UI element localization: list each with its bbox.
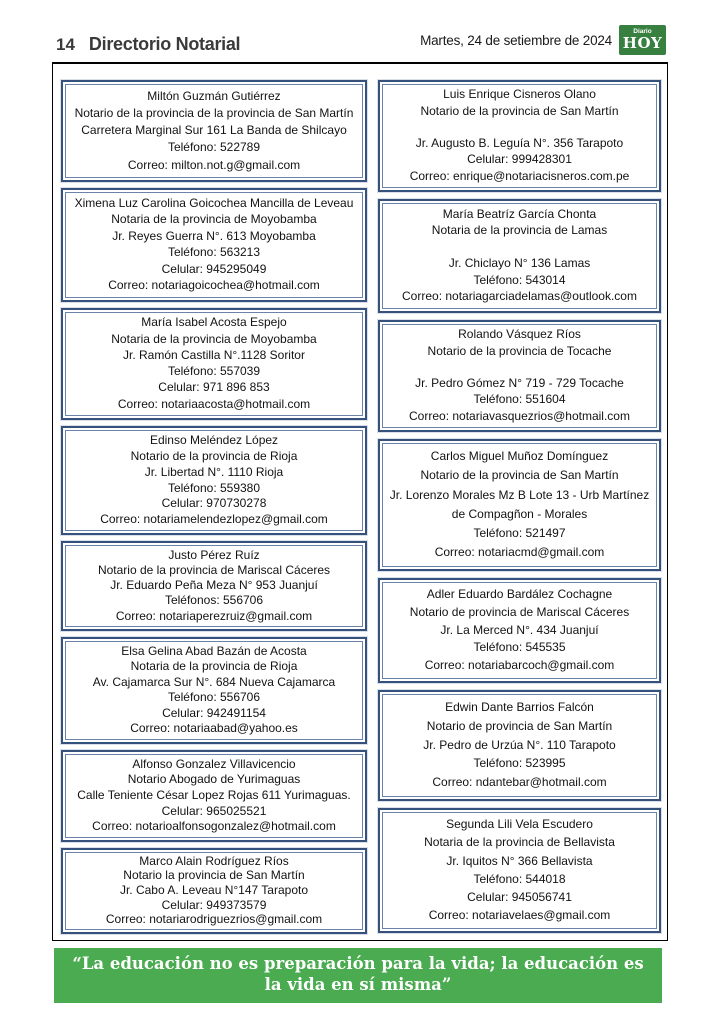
footer-quote-banner bbox=[54, 948, 662, 1003]
card-line: Calle Teniente César Lopez Rojas 611 Yurimaguas. bbox=[77, 788, 351, 803]
card-line: Correo: notariagarciadelamas@outlook.com bbox=[402, 289, 637, 304]
left-column bbox=[61, 80, 367, 940]
card-line: Celular: 942491154 bbox=[162, 705, 266, 720]
card-line: Alfonso Gonzalez Villavicencio bbox=[132, 756, 296, 771]
card-line: Teléfono: 521497 bbox=[473, 525, 566, 540]
card-line: Edinso Meléndez López bbox=[149, 433, 279, 448]
card-line: Notario de la provincia de San Martín bbox=[420, 103, 619, 118]
card-line: Celular: 999428301 bbox=[467, 152, 572, 167]
notary-card bbox=[61, 426, 367, 535]
card-line: Carlos Miguel Muñoz Domínguez bbox=[430, 449, 609, 464]
notary-card bbox=[378, 439, 661, 571]
card-line: Ximena Luz Carolina Goicochea Mancilla de Leveau bbox=[74, 195, 354, 210]
notary-card bbox=[61, 80, 367, 182]
card-line: Teléfono: 557039 bbox=[167, 364, 261, 379]
card-line: Correo: notariarodriguezrios@gmail.com bbox=[105, 912, 323, 927]
card-line: Correo: notariavelaes@gmail.com bbox=[428, 907, 611, 922]
card-blank-line bbox=[386, 121, 653, 135]
card-line: Teléfono: 544018 bbox=[473, 871, 566, 886]
card-line: Teléfono: 559380 bbox=[167, 480, 261, 495]
card-line: Notario de la provincia de Mariscal Cáceres bbox=[97, 562, 331, 577]
card-line: Celular: 945295049 bbox=[161, 261, 267, 276]
card-line: Segunda Lili Vela Escudero bbox=[446, 817, 593, 832]
card-line: Jr. La Merced N°. 434 Juanjuí bbox=[440, 622, 599, 637]
notary-card bbox=[61, 188, 367, 302]
page-title: Directorio Notarial bbox=[88, 34, 241, 54]
date-text: Martes, 24 de setiembre de 2024 bbox=[420, 32, 612, 48]
card-line: Rolando Vásquez Ríos bbox=[458, 327, 581, 342]
right-column bbox=[378, 80, 661, 940]
card-line: Correo: milton.not.g@gmail.com bbox=[127, 157, 301, 172]
card-line: Teléfonos: 556706 bbox=[164, 593, 264, 608]
card-line: Carretera Marginal Sur 161 La Banda de Shilcayo bbox=[81, 123, 347, 138]
card-line: Correo: notariamelendezlopez@gmail.com bbox=[100, 512, 328, 527]
card-line: Correo: notariavasquezrios@hotmail.com bbox=[409, 408, 630, 423]
card-line: Jr. Cabo A. Leveau N°147 Tarapoto bbox=[119, 883, 309, 898]
card-line: Luis Enrique Cisneros Olano bbox=[443, 87, 596, 102]
card-line: Adler Eduardo Bardález Cochagne bbox=[426, 587, 613, 601]
card-line: Jr. Libertad N°. 1110 Rioja bbox=[144, 464, 284, 479]
card-line: Jr. Eduardo Peña Meza N° 953 Juanjuí bbox=[110, 578, 318, 593]
card-line: Teléfono: 563213 bbox=[167, 245, 261, 260]
card-line: María Beatríz García Chonta bbox=[442, 206, 597, 221]
card-line: Notario de provincia de Mariscal Cáceres bbox=[409, 604, 630, 619]
card-line: Celular: 965025521 bbox=[161, 803, 267, 818]
notary-card bbox=[378, 199, 661, 313]
card-line: Jr. Pedro de Urzúa N°. 110 Tarapoto bbox=[423, 737, 616, 752]
card-blank-line bbox=[386, 241, 653, 255]
notary-card bbox=[61, 541, 367, 631]
header-date-group bbox=[420, 25, 666, 55]
card-line: Notaria de la provincia de Bellavista bbox=[424, 835, 615, 850]
card-line: Marco Alain Rodríguez Ríos bbox=[139, 853, 289, 868]
card-line: Correo: notariagoicochea@hotmail.com bbox=[108, 278, 320, 293]
card-line: Teléfono: 556706 bbox=[167, 690, 261, 705]
card-line: Edwin Dante Barrios Falcón bbox=[445, 700, 594, 714]
card-line: María Isabel Acosta Espejo bbox=[141, 315, 287, 330]
card-line: Notario Abogado de Yurimaguas bbox=[127, 772, 301, 787]
card-line: Correo: notariacmd@gmail.com bbox=[434, 544, 605, 559]
card-line: Celular: 945056741 bbox=[467, 889, 572, 904]
card-line: Teléfono: 523995 bbox=[473, 756, 566, 771]
card-line: Correo: notariaabad@yahoo.es bbox=[130, 721, 298, 736]
card-line: Correo: notariaperezruiz@gmail.com bbox=[115, 608, 313, 623]
notary-card bbox=[378, 80, 661, 192]
card-line: Jr. Augusto B. Leguía N°. 356 Tarapoto bbox=[415, 136, 624, 151]
card-line: Notario de la provincia de la provincia de San Martín bbox=[74, 105, 354, 120]
card-line: Notaria de la provincia de Rioja bbox=[130, 659, 298, 674]
page-number: 14 bbox=[56, 35, 75, 54]
card-blank-line bbox=[386, 361, 653, 375]
card-line: Notaria de la provincia de Moyobamba bbox=[111, 331, 317, 346]
card-line: Notario de la provincia de San Martín bbox=[420, 468, 619, 483]
notary-card bbox=[378, 808, 661, 933]
card-line: Justo Pérez Ruíz bbox=[168, 547, 260, 562]
card-line: Celular: 970730278 bbox=[161, 496, 267, 511]
page-header bbox=[52, 0, 668, 62]
card-line: Jr. Lorenzo Morales Mz B Lote 13 - Urb Martínez bbox=[389, 487, 650, 502]
notary-card bbox=[61, 750, 367, 842]
card-line: Correo: notarioalfonsogonzalez@hotmail.com bbox=[92, 819, 336, 834]
card-line: Teléfono: 522789 bbox=[167, 140, 261, 155]
directory-frame bbox=[52, 62, 668, 941]
card-line: Notaria de la provincia de Lamas bbox=[431, 223, 608, 238]
card-line: Jr. Chiclayo N° 136 Lamas bbox=[448, 256, 591, 271]
card-line: Notario la provincia de San Martín bbox=[123, 868, 305, 883]
newspaper-page bbox=[52, 0, 668, 1003]
notary-card bbox=[378, 320, 661, 432]
card-line: Av. Cajamarca Sur N°. 684 Nueva Cajamarca bbox=[92, 674, 336, 689]
card-line: Celular: 971 896 853 bbox=[158, 380, 270, 395]
notary-card bbox=[61, 308, 367, 420]
card-line: Correo: enrique@notariacisneros.com.pe bbox=[409, 168, 630, 183]
card-line: Correo: notariabarcoch@gmail.com bbox=[424, 658, 615, 673]
diario-hoy-logo bbox=[619, 25, 666, 55]
card-line: Jr. Ramón Castilla N°.1128 Soritor bbox=[123, 347, 305, 362]
card-line: Notario de la provincia de Tocache bbox=[427, 343, 612, 358]
card-line: Teléfono: 545535 bbox=[473, 640, 566, 655]
notary-card bbox=[378, 578, 661, 683]
card-line: Celular: 949373579 bbox=[161, 897, 267, 912]
logo-main-text: HOY bbox=[622, 34, 663, 53]
notary-card bbox=[378, 690, 661, 801]
card-line: Jr. Iquitos N° 366 Bellavista bbox=[446, 853, 593, 868]
card-line: Elsa Gelina Abad Bazán de Acosta bbox=[121, 643, 307, 658]
card-line: Miltón Guzmán Gutiérrez bbox=[147, 88, 281, 103]
notary-card bbox=[61, 848, 367, 934]
card-line: Teléfono: 543014 bbox=[473, 272, 566, 287]
card-line: Correo: ndantebar@hotmail.com bbox=[432, 775, 607, 790]
footer-quote-text: “La educación no es preparación para la vida; la educación es la vida en sí misma” bbox=[72, 954, 644, 995]
card-line: Teléfono: 551604 bbox=[473, 392, 566, 407]
card-line: Notaria de la provincia de Moyobamba bbox=[111, 212, 317, 227]
logo-top-text: Diario bbox=[633, 27, 652, 35]
card-line: Correo: notariaacosta@hotmail.com bbox=[117, 396, 311, 411]
card-line: Jr. Pedro Gómez N° 719 - 729 Tocache bbox=[415, 376, 624, 391]
card-line: de Compagñon - Morales bbox=[451, 506, 588, 521]
card-line: Jr. Reyes Guerra N°. 613 Moyobamba bbox=[112, 228, 316, 243]
notary-card bbox=[61, 637, 367, 744]
card-line: Notario de la provincia de Rioja bbox=[130, 448, 298, 463]
header-title-group bbox=[56, 34, 240, 55]
card-line: Notario de provincia de San Martín bbox=[426, 718, 613, 733]
